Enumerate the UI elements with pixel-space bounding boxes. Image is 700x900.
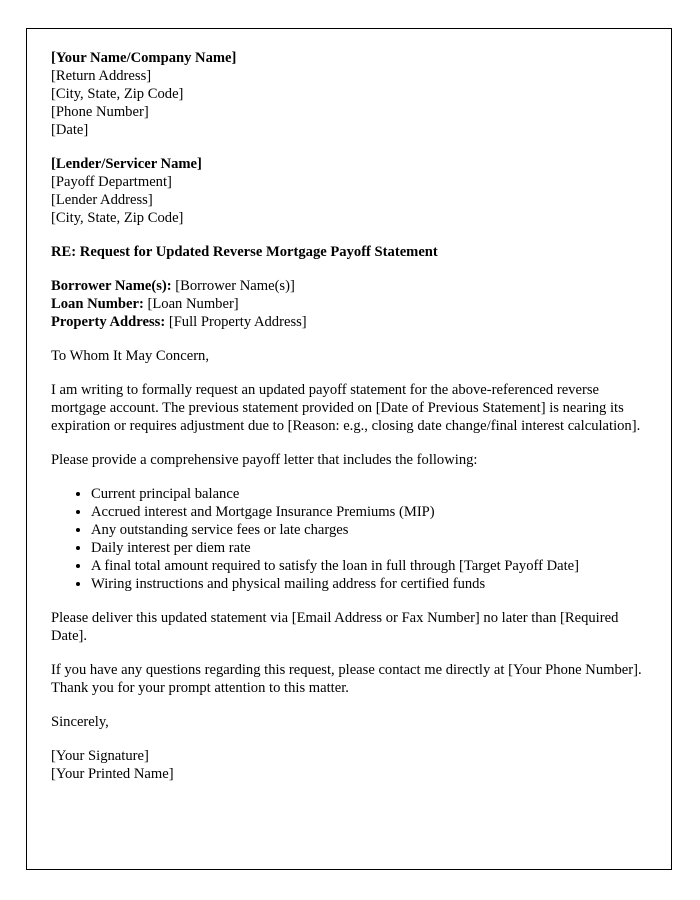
signature-placeholder: [Your Signature] — [51, 748, 149, 764]
sender-name: [Your Name/Company Name] — [51, 50, 237, 66]
recipient-block — [51, 155, 647, 227]
recipient-city-state-zip: [City, State, Zip Code] — [51, 210, 184, 226]
sender-phone: [Phone Number] — [51, 104, 149, 120]
list-item: • Accrued interest and Mortgage Insurance Premiums (MIP) — [91, 503, 647, 521]
printed-name-placeholder: [Your Printed Name] — [51, 766, 174, 782]
letter-page — [26, 28, 672, 870]
subject-line: RE: Request for Updated Reverse Mortgage Payoff Statement — [51, 244, 438, 260]
detail-property-value: [Full Property Address] — [165, 314, 307, 330]
sender-block — [51, 49, 647, 139]
detail-loan-label: Loan Number: — [51, 296, 144, 312]
detail-loan-number — [51, 295, 647, 313]
detail-property-label: Property Address: — [51, 314, 166, 330]
recipient-address: [Lender Address] — [51, 192, 153, 208]
signature-block — [51, 747, 647, 783]
payoff-items-list — [51, 485, 647, 593]
detail-loan-value: [Loan Number] — [143, 296, 239, 312]
list-item: • A final total amount required to satisfy the loan in full through [Target Payoff Date] — [91, 557, 647, 575]
loan-details-block — [51, 277, 647, 331]
sender-city-state-zip: [City, State, Zip Code] — [51, 86, 184, 102]
salutation: To Whom It May Concern, — [51, 348, 209, 364]
closing: Sincerely, — [51, 714, 109, 730]
recipient-name: [Lender/Servicer Name] — [51, 156, 202, 172]
detail-property-address — [51, 313, 647, 331]
paragraph-intro: I am writing to formally request an updated payoff statement for the above-referenced reverse mortgage account. The previous statement provided on [Date of Previous Statement] is nearing its expiration or requires adjustment due to [Reason: e.g., closing date change/final interest calculation]. — [51, 382, 641, 434]
paragraph-request: Please provide a comprehensive payoff letter that includes the following: — [51, 452, 478, 468]
recipient-department: [Payoff Department] — [51, 174, 172, 190]
detail-borrower-value: [Borrower Name(s)] — [171, 278, 295, 294]
list-item: • Current principal balance — [91, 485, 647, 503]
detail-borrower-name — [51, 277, 647, 295]
letter-date: [Date] — [51, 122, 89, 138]
list-item: • Any outstanding service fees or late charges — [91, 521, 647, 539]
list-item: • Daily interest per diem rate — [91, 539, 647, 557]
paragraph-delivery: Please deliver this updated statement via [Email Address or Fax Number] no later than [Required Date]. — [51, 610, 619, 644]
detail-borrower-label: Borrower Name(s): — [51, 278, 172, 294]
paragraph-contact: If you have any questions regarding this request, please contact me directly at [Your Phone Number]. Thank you for your prompt attention to this matter. — [51, 662, 642, 696]
sender-return-address: [Return Address] — [51, 68, 152, 84]
list-item: • Wiring instructions and physical mailing address for certified funds — [91, 575, 647, 593]
